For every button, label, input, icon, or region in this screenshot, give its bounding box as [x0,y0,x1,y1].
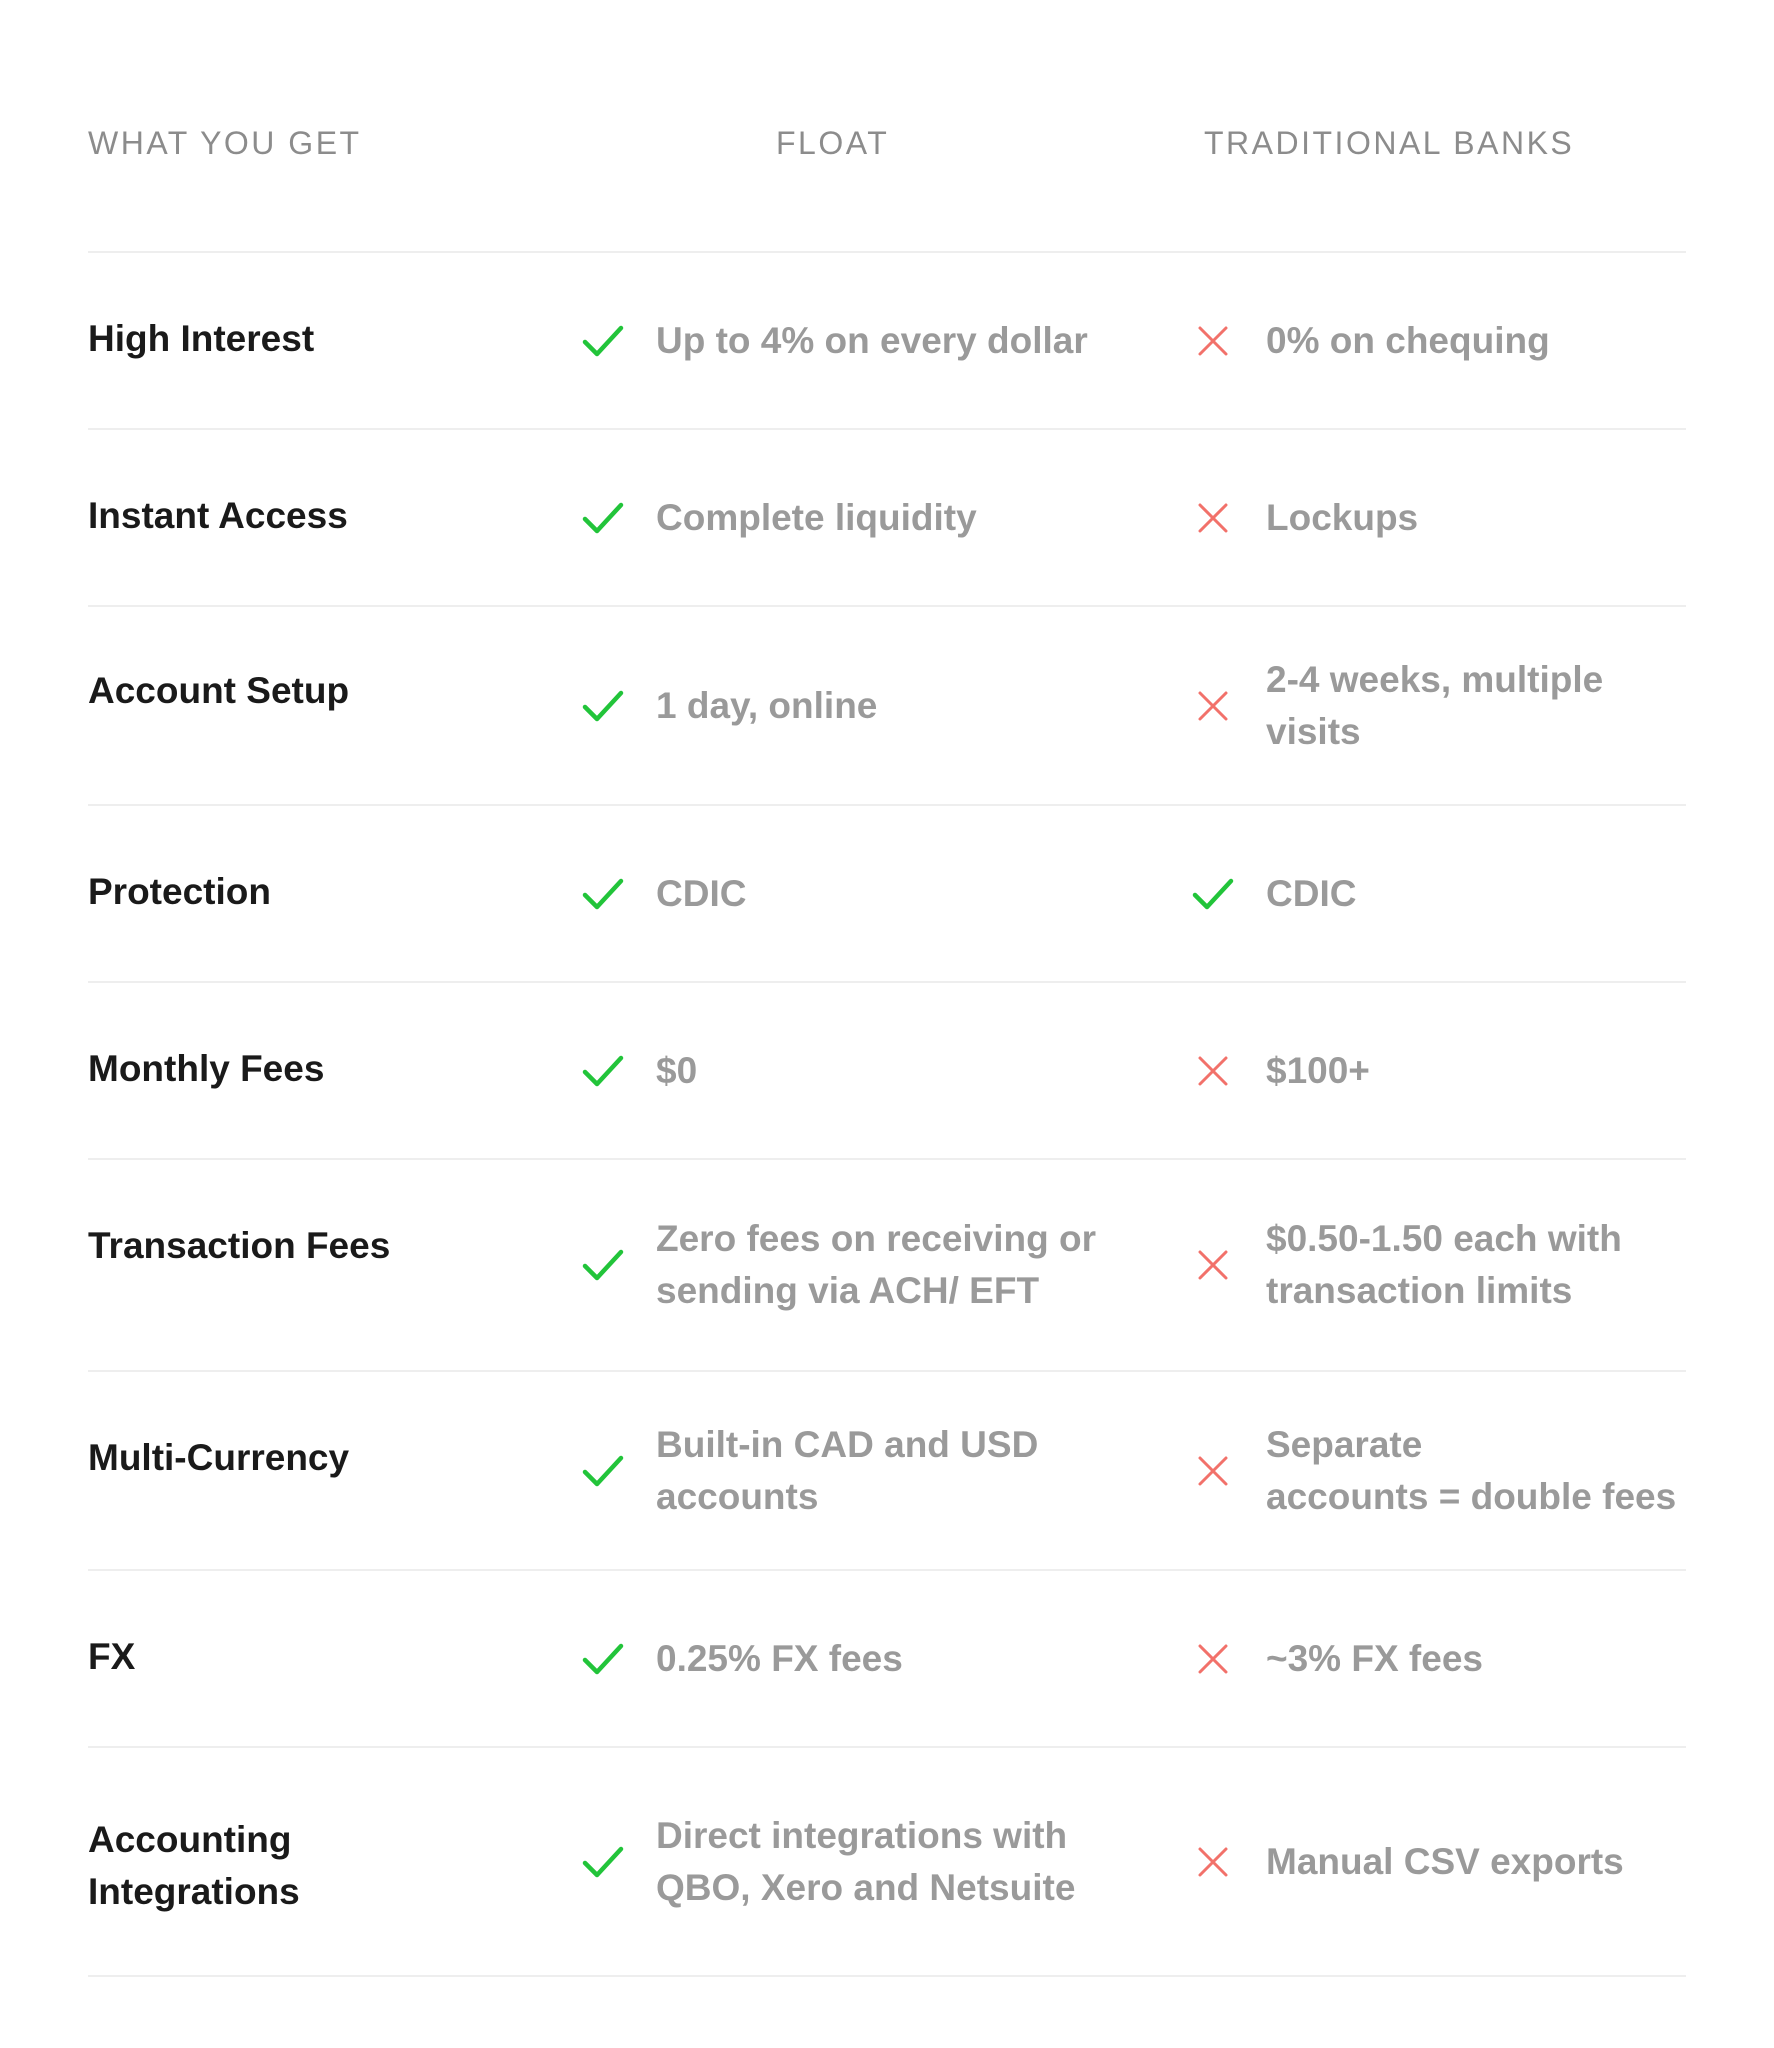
banks-value [1266,1419,1676,1523]
float-value-line: Direct integrations with [656,1814,1068,1856]
check-icon [578,316,628,366]
comparison-table [88,0,1686,1977]
table-row [88,1372,1686,1571]
banks-value-line: 2-4 weeks, multiple [1266,658,1604,700]
banks-value-line: 0% on chequing [1266,319,1550,361]
header-float: FLOAT [776,125,890,161]
banks-cell [1188,1748,1686,1975]
float-value [656,1633,903,1685]
check-icon [578,1240,628,1290]
banks-cell [1188,1160,1686,1370]
banks-value [1266,315,1550,367]
feature-label-line: Multi-Currency [88,1437,350,1478]
banks-cell [1188,806,1686,981]
feature-label-line: Instant Access [88,495,348,536]
banks-value-line: Manual CSV exports [1266,1840,1624,1882]
feature-label-line: Accounting [88,1819,292,1860]
cross-icon [1188,1837,1238,1887]
banks-cell [1188,1372,1686,1569]
table-row [88,607,1686,806]
float-value [656,1045,697,1097]
cross-icon [1188,1634,1238,1684]
table-body [88,253,1686,1977]
banks-cell [1188,430,1686,605]
table-row [88,1160,1686,1372]
float-value [656,1810,1075,1914]
float-value-line: QBO, Xero and Netsuite [656,1866,1076,1908]
banks-value-line: accounts = double fees [1266,1475,1677,1517]
cross-icon [1188,316,1238,366]
banks-value [1266,654,1603,758]
float-value [656,1419,1038,1523]
banks-value [1266,1213,1622,1317]
float-value-line: 1 day, online [656,684,878,726]
banks-value-line: CDIC [1266,872,1357,914]
banks-cell [1188,983,1686,1158]
table-header [88,0,1686,253]
table-row [88,806,1686,983]
table-row [88,1748,1686,1977]
cross-icon [1188,1240,1238,1290]
float-value-line: $0 [656,1049,698,1091]
banks-value [1266,1836,1624,1888]
float-value-line: CDIC [656,872,747,914]
cross-icon [1188,1046,1238,1096]
check-icon [578,1837,628,1887]
cross-icon [1188,681,1238,731]
float-cell [578,253,1188,428]
banks-value-line: $100+ [1266,1049,1370,1091]
float-value [656,1213,1096,1317]
banks-value-line: ~3% FX fees [1266,1637,1483,1679]
float-value-line: Zero fees on receiving or [656,1218,1097,1259]
float-value-line: 0.25% FX fees [656,1637,903,1679]
float-value-line: Up to 4% on every dollar [656,319,1088,361]
float-value [656,680,877,732]
float-value-line: sending via ACH/ EFT [656,1270,1040,1311]
feature-label-line: FX [88,1636,136,1677]
table-row [88,983,1686,1160]
feature-label-line: Monthly Fees [88,1048,325,1089]
banks-cell [1188,253,1686,428]
float-cell [578,806,1188,981]
feature-label [88,313,314,365]
banks-cell [1188,607,1686,804]
feature-label-line: Transaction Fees [88,1225,391,1266]
banks-value [1266,492,1418,544]
banks-value-line: transaction limits [1266,1270,1573,1311]
check-icon [578,1634,628,1684]
header-traditional-banks: TRADITIONAL BANKS [1204,125,1575,161]
banks-value [1266,868,1356,920]
banks-value [1266,1633,1483,1685]
float-value [656,315,1088,367]
float-value-line: Complete liquidity [656,496,977,538]
feature-label-line: High Interest [88,318,315,359]
table-row [88,253,1686,430]
feature-label [88,1631,135,1683]
feature-label-line: Account Setup [88,670,350,711]
feature-label [88,1432,349,1484]
float-cell [578,983,1188,1158]
feature-label [88,1220,390,1272]
banks-value [1266,1045,1370,1097]
table-row [88,1571,1686,1748]
float-cell [578,607,1188,804]
feature-label-line: Integrations [88,1871,300,1912]
feature-label [88,490,348,542]
check-icon [578,493,628,543]
header-what-you-get: WHAT YOU GET [88,125,362,161]
banks-value-line: $0.50-1.50 each with [1266,1218,1622,1259]
feature-label [88,665,349,717]
check-icon [1188,869,1238,919]
feature-label-line: Protection [88,871,271,912]
float-value-line: accounts [656,1475,819,1517]
float-value [656,492,977,544]
float-cell [578,1372,1188,1569]
cross-icon [1188,493,1238,543]
feature-label [88,1043,324,1095]
feature-label [88,866,271,918]
float-cell [578,1748,1188,1975]
check-icon [578,1446,628,1496]
float-cell [578,1160,1188,1370]
banks-value-line: Separate [1266,1423,1423,1465]
float-value-line: Built-in CAD and USD [656,1423,1039,1465]
table-row [88,430,1686,607]
check-icon [578,681,628,731]
banks-cell [1188,1571,1686,1746]
banks-value-line: Lockups [1266,496,1419,538]
banks-value-line: visits [1266,710,1361,752]
float-cell [578,430,1188,605]
cross-icon [1188,1446,1238,1496]
float-cell [578,1571,1188,1746]
feature-label [88,1814,300,1918]
float-value [656,868,746,920]
check-icon [578,1046,628,1096]
check-icon [578,869,628,919]
